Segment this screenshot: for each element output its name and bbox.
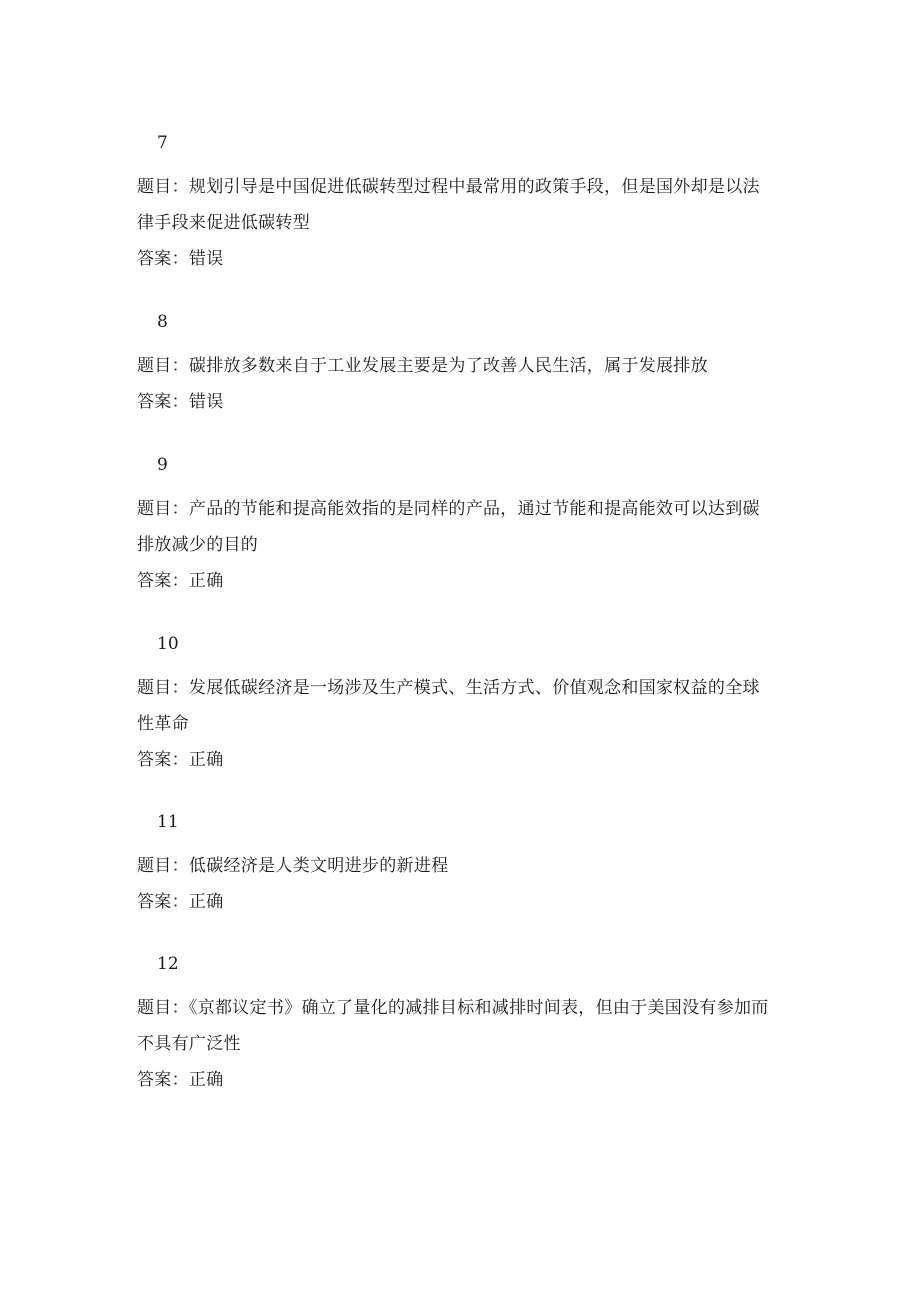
question-number: 8 — [157, 312, 168, 332]
question-item — [137, 455, 777, 599]
question-text — [137, 848, 777, 884]
question-label: 题目： — [137, 499, 189, 519]
question-text — [137, 169, 777, 241]
question-item — [137, 634, 777, 778]
question-content: 低碳经济是人类文明进步的新进程 — [188, 856, 449, 876]
answer-value: 正确 — [188, 1070, 224, 1090]
question-text — [137, 348, 777, 384]
answer-label: 答案： — [137, 750, 189, 770]
answer-line — [137, 884, 777, 920]
answer-line — [137, 384, 777, 420]
answer-label: 答案： — [137, 892, 189, 912]
question-number: 9 — [157, 455, 168, 475]
answer-value: 正确 — [188, 571, 224, 591]
question-text — [137, 990, 777, 1062]
answer-line — [137, 563, 777, 599]
question-content: 碳排放多数来自于工业发展主要是为了改善人民生活，属于发展排放 — [188, 356, 708, 376]
question-content: 规划引导是中国促进低碳转型过程中最常用的政策手段，但是国外却是以法律手段来促进低碳转型 — [137, 177, 760, 233]
answer-line — [137, 1062, 777, 1098]
question-label: 题目： — [137, 678, 189, 698]
question-label: 题目： — [137, 356, 189, 376]
question-item — [137, 133, 777, 277]
question-item — [137, 954, 777, 1098]
question-label: 题目： — [137, 856, 189, 876]
question-number: 12 — [157, 954, 179, 974]
answer-label: 答案： — [137, 249, 189, 269]
answer-label: 答案： — [137, 392, 189, 412]
answer-label: 答案： — [137, 1070, 189, 1090]
question-label: 题目： — [137, 177, 189, 197]
answer-value: 错误 — [188, 392, 224, 412]
question-item — [137, 312, 777, 420]
question-content: 产品的节能和提高能效指的是同样的产品，通过节能和提高能效可以达到碳排放减少的目的 — [137, 499, 760, 555]
question-content: 《京都议定书》确立了量化的减排目标和减排时间表，但由于美国没有参加而不具有广泛性 — [137, 998, 769, 1054]
answer-line — [137, 241, 777, 277]
answer-line — [137, 742, 777, 778]
question-item — [137, 812, 777, 920]
answer-value: 错误 — [188, 249, 224, 269]
question-content: 发展低碳经济是一场涉及生产模式、生活方式、价值观念和国家权益的全球性革命 — [137, 678, 760, 734]
answer-value: 正确 — [188, 892, 224, 912]
question-text — [137, 491, 777, 563]
answer-value: 正确 — [188, 750, 224, 770]
question-text — [137, 670, 777, 742]
question-number: 11 — [157, 812, 179, 832]
answer-label: 答案： — [137, 571, 189, 591]
question-number: 10 — [157, 634, 179, 654]
question-number: 7 — [157, 133, 168, 153]
question-label: 题目： — [137, 998, 189, 1018]
